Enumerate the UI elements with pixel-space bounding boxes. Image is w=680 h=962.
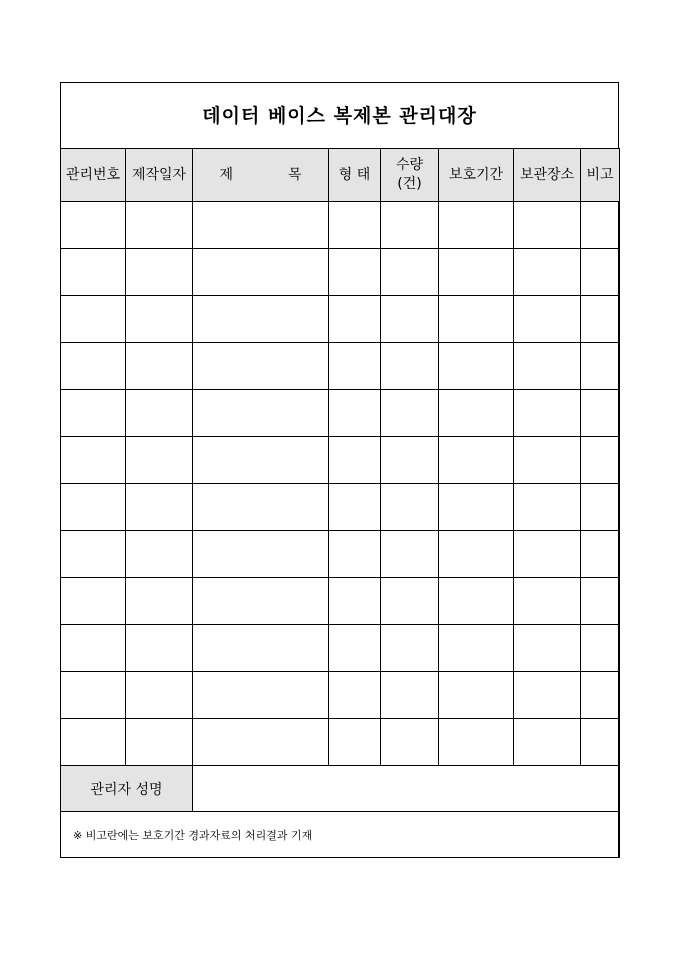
cell-retention[interactable] — [439, 625, 514, 672]
cell-remarks[interactable] — [581, 531, 620, 578]
cell-date[interactable] — [126, 531, 193, 578]
document-title: 데이터 베이스 복제본 관리대장 — [61, 83, 618, 149]
table-row — [61, 343, 620, 390]
cell-date[interactable] — [126, 202, 193, 249]
header-subject-part2: 목 — [288, 166, 302, 183]
cell-subject[interactable] — [193, 719, 329, 766]
cell-retention[interactable] — [439, 296, 514, 343]
cell-form-type[interactable] — [329, 343, 381, 390]
table-row — [61, 390, 620, 437]
cell-date[interactable] — [126, 484, 193, 531]
cell-location[interactable] — [514, 578, 581, 625]
table-row — [61, 625, 620, 672]
cell-remarks[interactable] — [581, 625, 620, 672]
table-row — [61, 578, 620, 625]
cell-subject[interactable] — [193, 249, 329, 296]
cell-form-type[interactable] — [329, 531, 381, 578]
cell-remarks[interactable] — [581, 578, 620, 625]
cell-retention[interactable] — [439, 390, 514, 437]
table-row — [61, 202, 620, 249]
cell-mgmt-no[interactable] — [61, 437, 126, 484]
manager-name-label: 관리자 성명 — [61, 766, 193, 812]
cell-form-type[interactable] — [329, 484, 381, 531]
cell-date[interactable] — [126, 719, 193, 766]
cell-retention[interactable] — [439, 437, 514, 484]
cell-subject[interactable] — [193, 484, 329, 531]
cell-date[interactable] — [126, 249, 193, 296]
cell-quantity[interactable] — [381, 343, 439, 390]
cell-retention[interactable] — [439, 672, 514, 719]
cell-form-type[interactable] — [329, 625, 381, 672]
cell-date[interactable] — [126, 343, 193, 390]
cell-remarks[interactable] — [581, 249, 620, 296]
cell-mgmt-no[interactable] — [61, 625, 126, 672]
cell-location[interactable] — [514, 249, 581, 296]
footnote: ※ 비고란에는 보호기간 경과자료의 처리결과 기재 — [61, 812, 620, 859]
cell-quantity[interactable] — [381, 719, 439, 766]
cell-location[interactable] — [514, 719, 581, 766]
cell-form-type[interactable] — [329, 672, 381, 719]
cell-quantity[interactable] — [381, 578, 439, 625]
cell-mgmt-no[interactable] — [61, 343, 126, 390]
cell-mgmt-no[interactable] — [61, 531, 126, 578]
cell-location[interactable] — [514, 202, 581, 249]
cell-retention[interactable] — [439, 484, 514, 531]
cell-remarks[interactable] — [581, 202, 620, 249]
register-form — [60, 82, 619, 858]
cell-location[interactable] — [514, 531, 581, 578]
manager-row — [61, 766, 620, 812]
header-remarks: 비고 — [581, 149, 620, 202]
cell-retention[interactable] — [439, 531, 514, 578]
cell-subject[interactable] — [193, 437, 329, 484]
cell-form-type[interactable] — [329, 249, 381, 296]
table-row — [61, 672, 620, 719]
cell-quantity[interactable] — [381, 390, 439, 437]
cell-quantity[interactable] — [381, 625, 439, 672]
note-row — [61, 812, 620, 859]
cell-remarks[interactable] — [581, 672, 620, 719]
cell-retention[interactable] — [439, 343, 514, 390]
cell-date[interactable] — [126, 578, 193, 625]
cell-form-type[interactable] — [329, 390, 381, 437]
register-body — [61, 202, 620, 859]
header-quantity-line1: 수량 — [395, 157, 424, 174]
header-retention: 보호기간 — [439, 149, 514, 202]
cell-mgmt-no[interactable] — [61, 672, 126, 719]
header-subject — [193, 149, 329, 202]
cell-mgmt-no[interactable] — [61, 296, 126, 343]
cell-form-type[interactable] — [329, 719, 381, 766]
cell-form-type[interactable] — [329, 578, 381, 625]
table-row — [61, 719, 620, 766]
header-quantity — [381, 149, 439, 202]
header-form-type: 형 태 — [329, 149, 381, 202]
cell-retention[interactable] — [439, 249, 514, 296]
cell-location[interactable] — [514, 390, 581, 437]
cell-mgmt-no[interactable] — [61, 390, 126, 437]
header-location: 보관장소 — [514, 149, 581, 202]
cell-location[interactable] — [514, 625, 581, 672]
cell-remarks[interactable] — [581, 296, 620, 343]
table-row — [61, 437, 620, 484]
cell-location[interactable] — [514, 343, 581, 390]
cell-quantity[interactable] — [381, 484, 439, 531]
cell-quantity[interactable] — [381, 249, 439, 296]
header-quantity-line2: (건) — [397, 176, 422, 192]
cell-date[interactable] — [126, 672, 193, 719]
cell-mgmt-no[interactable] — [61, 484, 126, 531]
table-row — [61, 484, 620, 531]
cell-subject[interactable] — [193, 202, 329, 249]
cell-subject[interactable] — [193, 296, 329, 343]
cell-form-type[interactable] — [329, 202, 381, 249]
cell-subject[interactable] — [193, 578, 329, 625]
cell-mgmt-no[interactable] — [61, 719, 126, 766]
cell-form-type[interactable] — [329, 437, 381, 484]
cell-date[interactable] — [126, 437, 193, 484]
cell-subject[interactable] — [193, 625, 329, 672]
cell-location[interactable] — [514, 437, 581, 484]
cell-quantity[interactable] — [381, 437, 439, 484]
cell-remarks[interactable] — [581, 437, 620, 484]
cell-form-type[interactable] — [329, 296, 381, 343]
cell-quantity[interactable] — [381, 202, 439, 249]
header-subject-part1: 제 — [219, 166, 233, 183]
cell-quantity[interactable] — [381, 672, 439, 719]
register-table — [60, 148, 620, 858]
cell-remarks[interactable] — [581, 390, 620, 437]
header-row — [61, 149, 620, 202]
cell-quantity[interactable] — [381, 296, 439, 343]
cell-location[interactable] — [514, 484, 581, 531]
table-row — [61, 531, 620, 578]
cell-date[interactable] — [126, 390, 193, 437]
cell-location[interactable] — [514, 296, 581, 343]
cell-remarks[interactable] — [581, 343, 620, 390]
cell-mgmt-no[interactable] — [61, 202, 126, 249]
cell-location[interactable] — [514, 672, 581, 719]
manager-name-field[interactable] — [193, 766, 620, 812]
cell-subject[interactable] — [193, 531, 329, 578]
header-mgmt-no: 관리번호 — [61, 149, 126, 202]
cell-mgmt-no[interactable] — [61, 578, 126, 625]
cell-date[interactable] — [126, 296, 193, 343]
cell-subject[interactable] — [193, 390, 329, 437]
cell-subject[interactable] — [193, 343, 329, 390]
cell-remarks[interactable] — [581, 719, 620, 766]
cell-retention[interactable] — [439, 719, 514, 766]
cell-retention[interactable] — [439, 578, 514, 625]
cell-date[interactable] — [126, 625, 193, 672]
cell-retention[interactable] — [439, 202, 514, 249]
header-date: 제작일자 — [126, 149, 193, 202]
table-row — [61, 249, 620, 296]
cell-remarks[interactable] — [581, 484, 620, 531]
cell-quantity[interactable] — [381, 531, 439, 578]
table-row — [61, 296, 620, 343]
cell-subject[interactable] — [193, 672, 329, 719]
cell-mgmt-no[interactable] — [61, 249, 126, 296]
